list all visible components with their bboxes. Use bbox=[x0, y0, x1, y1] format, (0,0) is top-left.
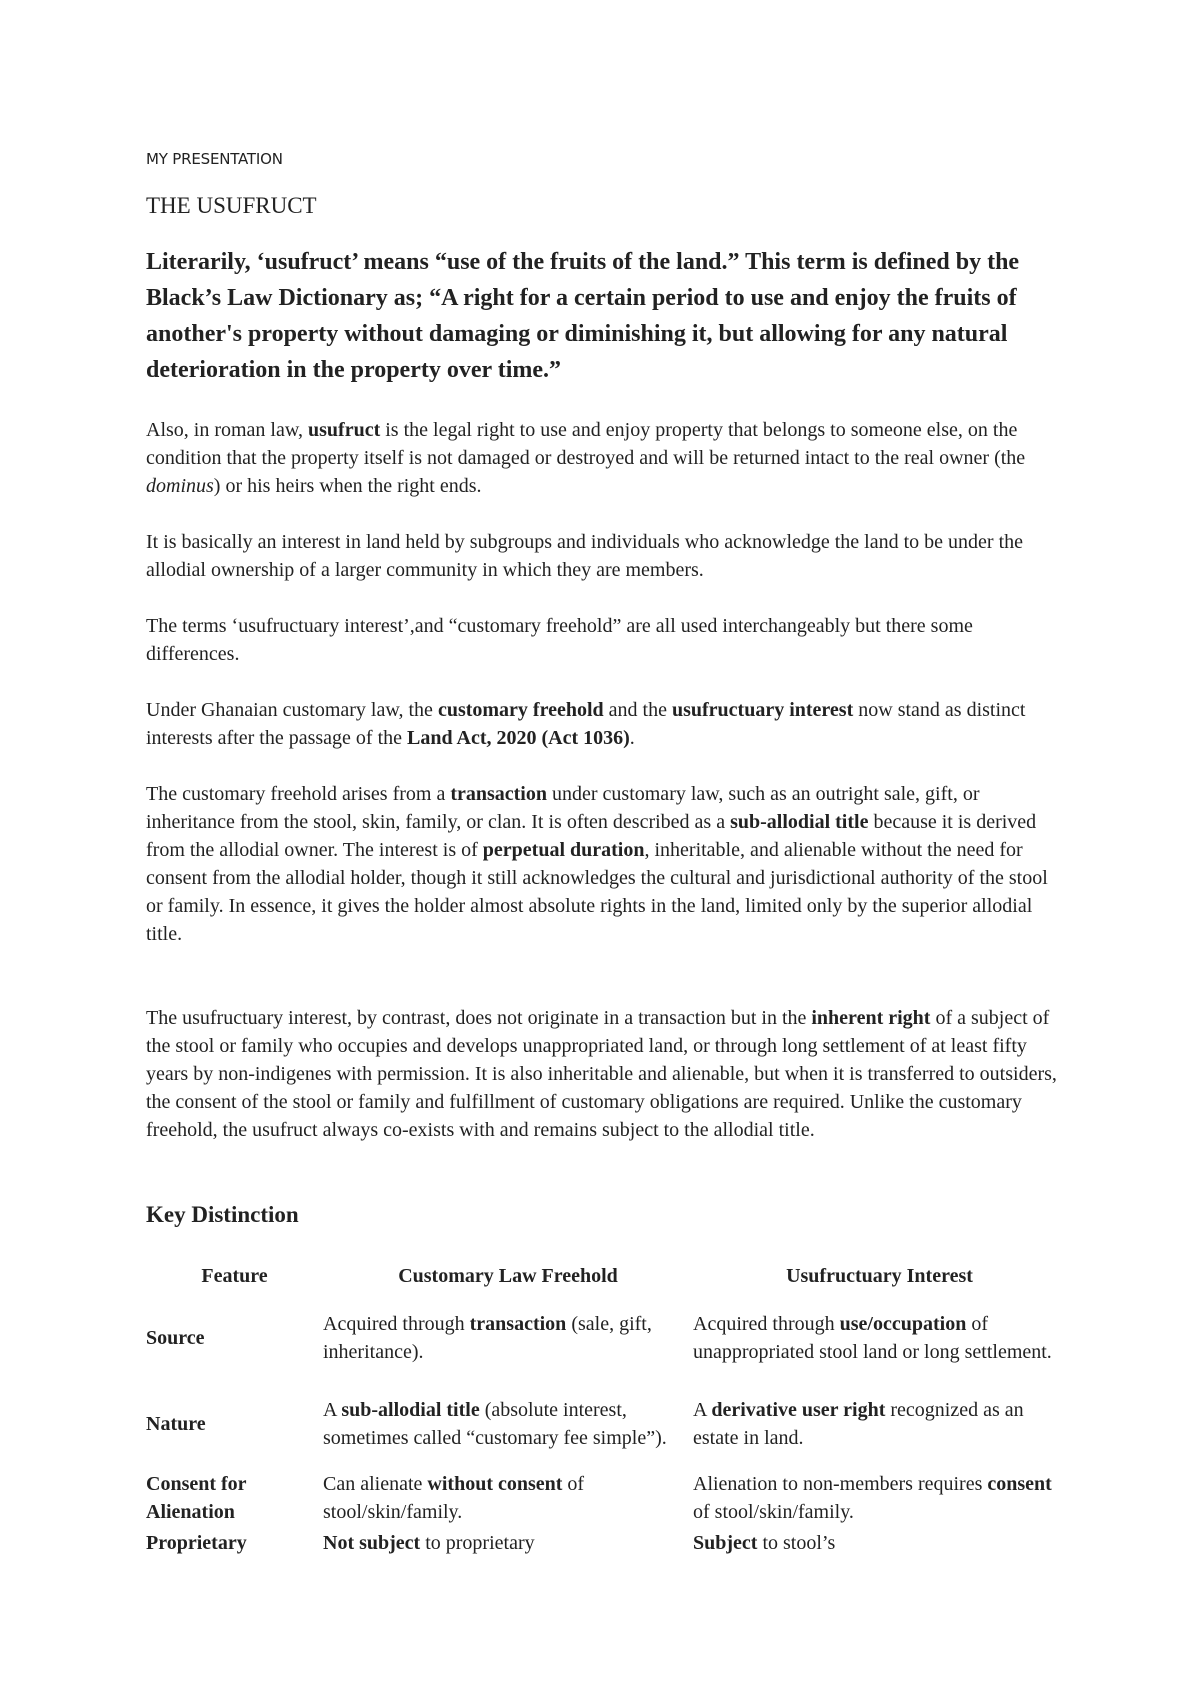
table-row bbox=[146, 1296, 1066, 1380]
paragraph-roman-law: Also, in roman law, usufruct is the legal right to use and enjoy property that belongs to someone else, on the condition that the property itself is not damaged or destroyed and will be returned intact to the real owner (the dominus) or his heirs when the right ends. bbox=[146, 419, 1026, 497]
table-header-cell: Usufructuary Interest bbox=[786, 1264, 973, 1287]
freehold-cell: Can alienate without consent of stool/skin/family. bbox=[323, 1473, 585, 1523]
freehold-cell: A sub-allodial title (absolute interest, sometimes called “customary fee simple”). bbox=[323, 1399, 667, 1449]
feature-cell: Proprietary bbox=[146, 1532, 247, 1554]
usufruct-cell: Alienation to non-members requires consent of stool/skin/family. bbox=[693, 1473, 1052, 1523]
table-header-cell: Feature bbox=[201, 1264, 268, 1287]
table-row bbox=[146, 1468, 1066, 1528]
freehold-cell: Not subject to proprietary bbox=[323, 1532, 535, 1554]
usufruct-cell: A derivative user right recognized as an estate in land. bbox=[693, 1399, 1024, 1449]
document-title: THE USUFRUCT bbox=[146, 193, 317, 218]
freehold-cell: Acquired through transaction (sale, gift, inheritance). bbox=[323, 1313, 652, 1363]
section-heading-key-distinction: Key Distinction bbox=[146, 1202, 299, 1227]
table-row bbox=[146, 1528, 1066, 1558]
paragraph-customary-freehold: The customary freehold arises from a transaction under customary law, such as an outright sale, gift, or inheritance from the stool, skin, family, or clan. It is often described as a sub-allodial title because it is derived from the allodial owner. The interest is of perpetual duration, inheritable, and alienable without the need for consent from the allodial holder, though it still acknowledges the cultural and jurisdictional authority of the stool or family. In essence, it gives the holder almost absolute rights in the land, limited only by the superior allodial title. bbox=[146, 783, 1048, 945]
distinction-table bbox=[146, 1256, 1066, 1558]
lead-definition: Literarily, ‘usufruct’ means “use of the fruits of the land.” This term is defined by the Black’s Law Dictionary as; “A right for a certain period to use and enjoy the fruits of another's property without damaging or diminishing it, but allowing for any natural deterioration in the property over time.” bbox=[146, 249, 1020, 383]
feature-cell: Consent for Alienation bbox=[146, 1473, 247, 1523]
feature-cell: Source bbox=[146, 1327, 205, 1349]
paragraph-ghanaian-law: Under Ghanaian customary law, the customary freehold and the usufructuary interest now stand as distinct interests after the passage of the Land Act, 2020 (Act 1036). bbox=[146, 699, 1026, 749]
feature-cell: Nature bbox=[146, 1413, 206, 1435]
paragraph-usufructuary-interest: The usufructuary interest, by contrast, does not originate in a transaction but in the inherent right of a subject of the stool or family who occupies and develops unappropriated land, or through long settlement of at least fifty years by non-indigenes with permission. It is also inheritable and alienable, but when it is transferred to outsiders, the consent of the stool or family and fulfillment of customary obligations are required. Unlike the customary freehold, the usufruct always co-exists with and remains subject to the allodial title. bbox=[146, 1007, 1057, 1141]
usufruct-cell: Subject to stool’s bbox=[693, 1532, 836, 1554]
table-row bbox=[146, 1380, 1066, 1468]
table-header-row bbox=[146, 1256, 1066, 1296]
paragraph-terms: The terms ‘usufructuary interest’,and “customary freehold” are all used interchangeably but there some differences. bbox=[146, 615, 973, 665]
paragraph-interest-definition: It is basically an interest in land held by subgroups and individuals who acknowledge the land to be under the allodial ownership of a larger community in which they are members. bbox=[146, 531, 1024, 581]
header-label: MY PRESENTATION bbox=[146, 150, 283, 168]
table-header-cell: Customary Law Freehold bbox=[398, 1264, 618, 1287]
usufruct-cell: Acquired through use/occupation of unappropriated stool land or long settlement. bbox=[693, 1313, 1052, 1363]
